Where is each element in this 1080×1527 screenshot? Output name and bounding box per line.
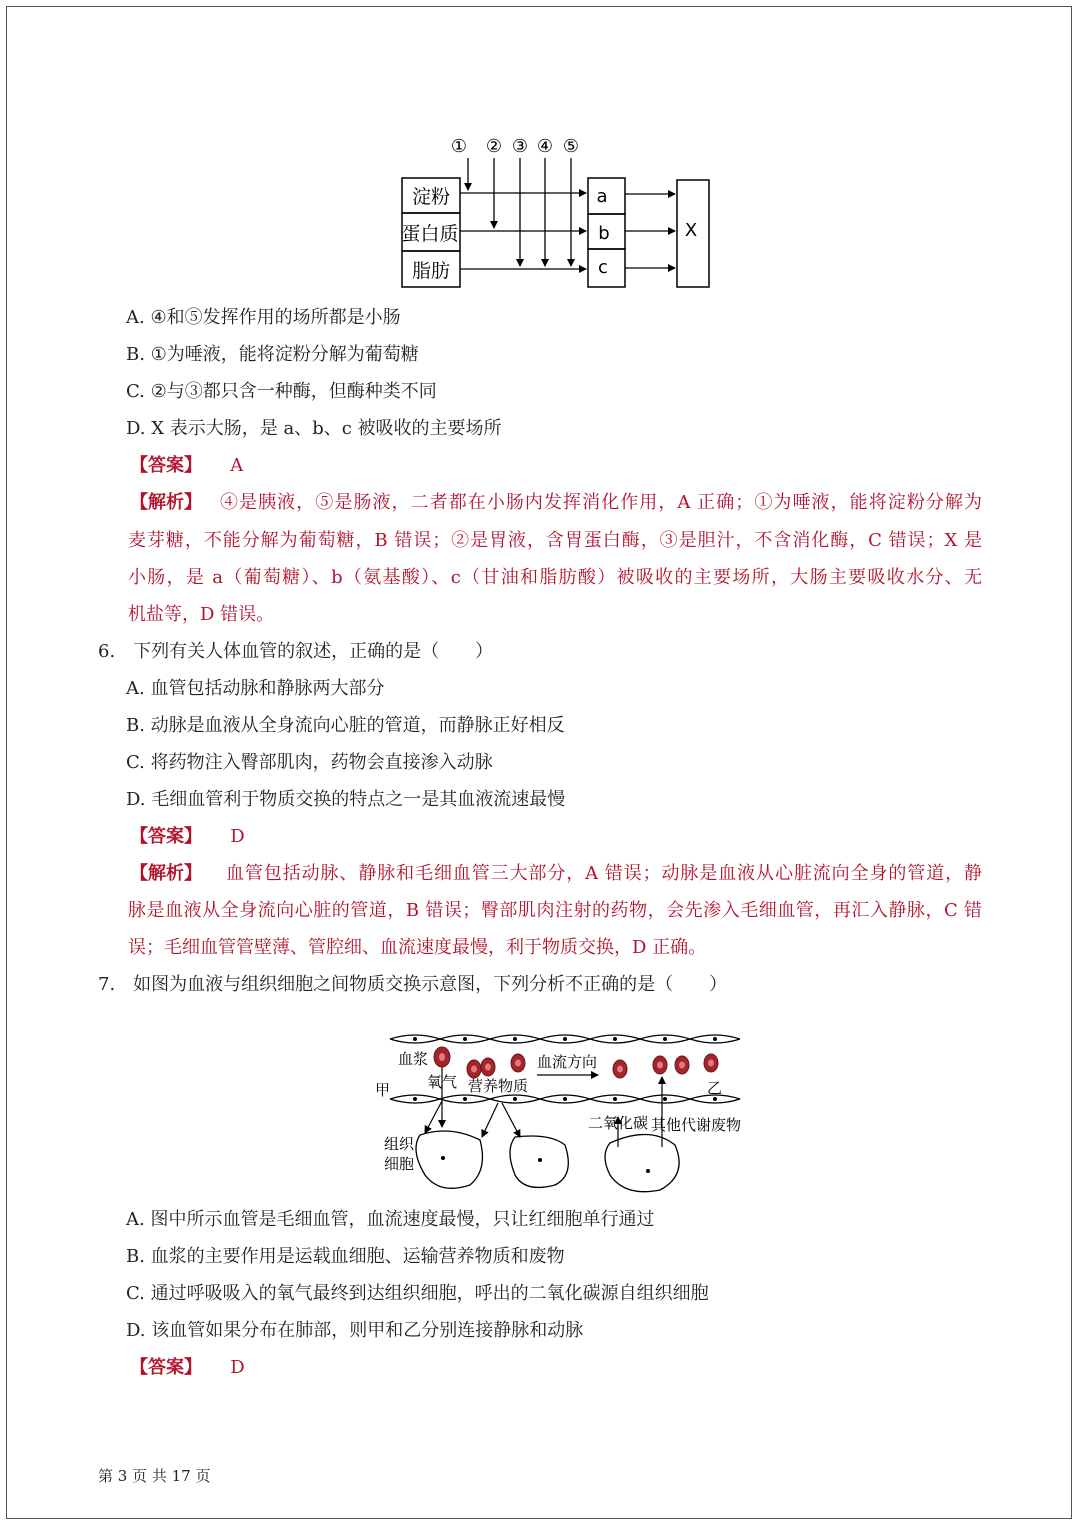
q7-answer-label: 【答案】 [130,1357,202,1378]
flow-direction-label: 血流方向 [537,1053,598,1071]
tissue-cell-label-1: 组织 [384,1135,415,1153]
q5-analysis-line-4: 机盐等，D 错误。 [128,604,275,625]
end-yi-label: 乙 [707,1079,723,1097]
q7-option-a: A. 图中所示血管是毛细血管，血流速度最慢，只让红细胞单行通过 [126,1209,655,1230]
q5-analysis-label: 【解析】 [130,492,202,513]
q6-analysis-line-2: 脉是血液从全身流向心脏的管道，B 错误；臀部肌肉注射的药物，会先渗入毛细血管，再汇入静脉，C 错 [128,900,982,921]
q5-answer [130,453,243,479]
q6-analysis-line-1: 【解析】 血管包括动脉、静脉和毛细血管三大部分，A 错误；动脉是血液从心脏流向全身的管道，静 [130,861,982,887]
q5-analysis-line-2: 麦芽糖，不能分解为葡萄糖，B 错误；②是胃液，含胃蛋白酶，③是胆汁，不含消化酶，C 错误；X 是 [128,530,982,551]
protein-label: 蛋白质 [401,223,459,245]
page-footer: 第 3 页 共 17 页 [98,1467,211,1485]
tissue-cell-label-2: 细胞 [384,1155,415,1173]
q6-answer [130,824,245,850]
product-c-label: c [598,257,608,278]
q7-option-b: B. 血浆的主要作用是运载血细胞、运输营养物质和废物 [126,1246,565,1267]
tissue-cell [605,1134,679,1191]
q6-option-c: C. 将药物注入臀部肌肉，药物会直接渗入动脉 [126,752,493,773]
end-jia-label: 甲 [375,1081,391,1099]
q6-analysis-line-3: 误；毛细血管管壁薄、管腔细、血流速度最慢，利于物质交换，D 正确。 [128,937,707,958]
q5-answer-value: A [230,455,244,476]
organ-x-label: X [684,220,698,241]
tissue-cell [416,1131,482,1188]
product-b-label: b [598,223,610,244]
nutrients-label: 营养物质 [468,1077,529,1095]
waste-label: 其他代谢废物 [651,1116,742,1134]
q5-option-d: D. X 表示大肠，是 a、b、c 被吸收的主要场所 [126,418,502,439]
digestion-diagram [395,130,725,295]
q7-option-c: C. 通过呼吸吸入的氧气最终到达组织细胞，呼出的二氧化碳源自组织细胞 [126,1283,709,1304]
enzyme-label-4: ④ [536,136,554,157]
q5-option-b: B. ①为唾液，能将淀粉分解为葡萄糖 [126,344,419,365]
q6-option-a: A. 血管包括动脉和静脉两大部分 [126,678,385,699]
q7-answer [130,1355,245,1381]
q6-analysis-label: 【解析】 [130,863,202,884]
q6-option-d: D. 毛细血管利于物质交换的特点之一是其血液流速最慢 [126,789,566,810]
co2-label: 二氧化碳 [588,1114,649,1132]
q5-analysis-line-3: 小肠，是 a（葡萄糖）、b（氨基酸）、c（甘油和脂肪酸）被吸收的主要场所，大肠主要吸收水分、无 [128,567,982,588]
q5-answer-label: 【答案】 [130,455,202,476]
q6-answer-value: D [230,826,245,847]
enzyme-label-3: ③ [511,136,529,157]
starch-label: 淀粉 [411,186,451,208]
q5-option-c: C. ②与③都只含一种酶，但酶种类不同 [126,381,437,402]
enzyme-label-2: ② [485,136,503,157]
oxygen-label: 氧气 [427,1073,458,1091]
fat-label: 脂肪 [411,260,451,282]
plasma-label: 血浆 [398,1050,429,1068]
q5-option-a: A. ④和⑤发挥作用的场所都是小肠 [126,307,401,328]
capillary-exchange-diagram [370,1025,780,1215]
q6-answer-label: 【答案】 [130,826,202,847]
q6-stem: 6. 下列有关人体血管的叙述，正确的是（ ） [98,641,494,662]
q7-option-d: D. 该血管如果分布在肺部，则甲和乙分别连接静脉和动脉 [126,1320,584,1341]
q5-analysis-line-1: 【解析】 ④是胰液，⑤是肠液，二者都在小肠内发挥消化作用，A 正确；①为唾液，能将淀粉分解为 [130,490,982,516]
enzyme-label-5: ⑤ [562,136,580,157]
product-a-label: a [596,186,608,207]
q7-answer-value: D [230,1357,245,1378]
enzyme-label-1: ① [450,136,468,157]
q6-option-b: B. 动脉是血液从全身流向心脏的管道，而静脉正好相反 [126,715,565,736]
q7-stem: 7. 如图为血液与组织细胞之间物质交换示意图，下列分析不正确的是（ ） [98,974,728,995]
